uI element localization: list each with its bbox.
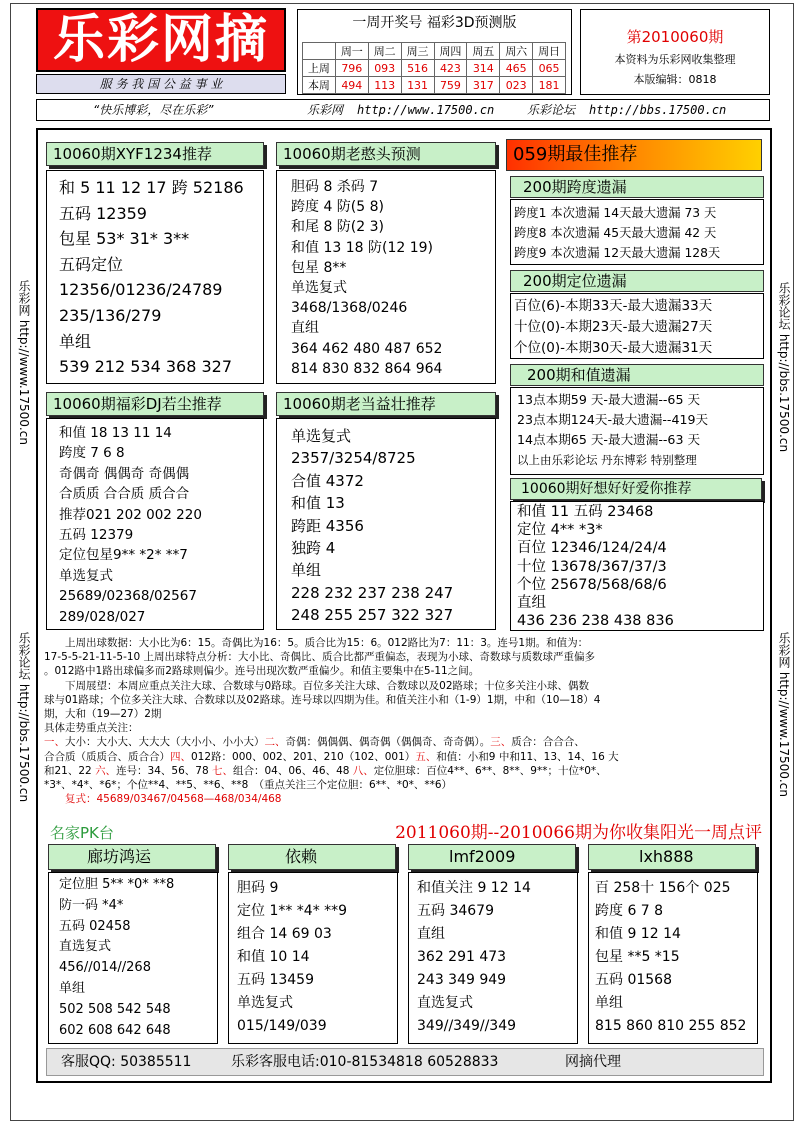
p3-panel [46,418,264,630]
side-right-bottom: 乐彩网 http://www.17500.cn [777,632,791,797]
analysis-line: 上周出球数据：大小比为6：15。奇偶比为16：5。质合比为15：6。012路比为7：11：3。连号1期。和值为： [44,637,589,649]
p1-title: 10060期XYF1234推荐 [46,142,264,166]
issue-number: 第2010060期 [626,28,724,46]
expert-3-title: lmf2009 [408,844,576,870]
analysis-mixed-line: 和21、22 六、连号：34、56、78 七、组合：04、06、46、48 八、定位胆球：百位4**、6**、8**、9**；十位*0*、 [44,764,607,777]
analysis-mixed-line: *3*、*4*、*6*；个位**4、**5、**6、**8 （重点关注三个定位胆：6**、*0*、**6） [44,779,453,792]
pos-title: 200期定位遗漏 [510,270,764,292]
pos-panel [510,293,764,359]
side-left-bottom: 乐彩论坛 http://bbs.17500.cn [17,632,31,803]
expert-4-title: lxh888 [588,844,756,870]
span-title: 200期跨度遗漏 [510,176,764,198]
analysis-line: 具体走势重点关注： [44,722,139,735]
expert-4-panel [588,872,758,1044]
sum-panel [510,387,764,475]
p3-lines: 和值 18 13 11 14 跨度 7 6 8 奇偶奇 偶偶奇 奇偶偶 合质质 合合质 质合合 推荐021 202 002 220 五码 12379 定位包星9** *2* **7 单选复式 25689/02368/02567 289/028/027 [59,425,202,625]
issue-editor: 本版编辑：0818 [633,73,717,86]
expert-1-title: 廊坊鸿运 [48,844,216,870]
expert-2-title: 依赖 [228,844,396,870]
analysis-line: 期，大和（19—27）2期 [44,708,162,721]
p5-title: 10060期好想好好爱你推荐 [510,478,762,500]
draw-title: 一周开奖号 福彩3D预测版 [352,15,517,31]
analysis-block [44,636,764,806]
p5-panel [510,501,764,631]
side-right-top: 乐彩论坛 http://bbs.17500.cn [777,282,791,453]
expert-4-lines: 百 258十 156个 025 跨度 6 7 8 和值 9 12 14 包星 **5 *15 五码 01568 单组 815 860 810 255 852 [595,880,747,1034]
analysis-line: 。012路中1路出球偏多而2路球则偏少。连号出现次数严重偏少。和值主要集中在5-11之间。 [44,665,480,678]
banner-site2-url[interactable]: http://bbs.17500.cn [589,103,727,117]
banner-site1-name[interactable]: 乐彩网 [307,103,344,117]
p1-lines: 和 5 11 12 17 跨 52186 五码 12359 包星 53* 31* 3** 五码定位 12356/01236/24789 235/136/279 单组 539 212 534 368 327 [59,178,244,377]
pk-headline: 2011060期--2010066期为你收集阳光一周点评 [395,823,762,843]
analysis-line: 17-5-5-21-11-5-10 上周出球特点分析：大小比、奇偶比、质合比都严重偏态，表现为小球、奇数球与质数球严重偏多 [44,651,596,664]
span-lines: 跨度1 本次遗漏 14天最大遗漏 73 天 跨度8 本次遗漏 45天最大遗漏 42 天 跨度9 本次遗漏 12天最大遗漏 128天 [514,206,721,260]
p2-lines: 胆码 8 杀码 7 跨度 4 防(5 8) 和尾 8 防(2 3) 和值 13 18 防(12 19) 包星 8** 单选复式 3468/1368/0246 直组 364 462 480 487 652 814 830 832 864 964 [291,179,443,377]
pos-lines: 百位(6)-本期33天-最大遗漏33天 十位(0)-本期23天-最大遗漏27天 个位(0)-本期30天-最大遗漏31天 [514,298,713,356]
side-left-top: 乐彩网 http://www.17500.cn [17,280,31,445]
p1-panel [46,170,264,384]
expert-3-panel [408,872,578,1044]
p2-title: 10060期老憨头预测 [276,142,496,166]
draw-head-row: 周一 周二 周三 周四 周五 周六 周日 [303,43,566,60]
p2-panel [276,170,496,384]
expert-1-panel [48,872,218,1044]
p3-title: 10060期福彩DJ若尘推荐 [46,392,264,416]
sum-title: 200期和值遗漏 [510,364,764,386]
banner-motto: “快乐博彩，尽在乐彩” [93,103,214,117]
banner [36,99,770,121]
expert-3-lines: 和值关注 9 12 14 五码 34679 直组 362 291 473 243 349 949 直选复式 349//349//349 [417,880,531,1034]
best-title: 059期最佳推荐 [506,139,762,171]
banner-site1-url[interactable]: http://www.17500.cn [357,103,495,117]
draw-row-last-week: 上周 796 093 516 423 314 465 065 [303,60,566,77]
sum-lines: 13点本期59 天-最大遗漏--65 天 23点本期124天-最大遗漏--419天 14点本期65 天-最大遗漏--63 天 以上由乐彩论坛 丹东博彩 特别整理 [517,392,709,467]
slogan: 服 务 我 国 公 益 事 业 [36,74,286,94]
footer-agent: 网摘代理 [565,1054,621,1070]
issue-panel [580,9,770,95]
expert-2-lines: 胆码 9 定位 1** *4* **9 组合 14 69 03 和值 10 14 五码 13459 单选复式 015/149/039 [237,880,348,1034]
logo [36,8,286,72]
span-panel [510,199,764,265]
footer-phone: 乐彩客服电话:010-81534818 60528833 [231,1054,499,1070]
draw-row-this-week: 本周 494 113 131 759 317 023 181 [303,77,566,94]
analysis-line: 下周展望：本周应重点关注大球、合数球与0路球。百位多关注大球、合数球以及02路球；十位多关注小球、偶数 [44,679,590,692]
logo-text: 乐彩网摘 [52,9,269,70]
expert-1-lines: 定位胆 5** *0* **8 防一码 *4* 五码 02458 直选复式 456//014//268 单组 502 508 542 548 602 608 642 648 [59,877,175,1038]
draw-table [302,42,566,94]
draw-results-panel [297,9,572,95]
footer-qq: 客服QQ: 50385511 [61,1054,192,1070]
p4-lines: 单选复式 2357/3254/8725 合值 4372 和值 13 跨距 4356 独跨 4 单组 228 232 237 238 247 248 255 257 322 327 [291,427,454,625]
banner-site2-name[interactable]: 乐彩论坛 [527,103,576,117]
p4-panel [276,418,496,630]
p4-title: 10060期老当益壮推荐 [276,392,496,416]
footer-bar [46,1048,764,1076]
issue-note: 本资料为乐彩网收集整理 [614,53,736,66]
analysis-line: 球与01路球；个位多关注大球、合数球以及02路球。连号球以四期为佳。和值关注小和（1-9）1期，中和（10—18）4 [44,693,601,706]
analysis-compound: 复式：45689/03467/04568—468/034/468 [44,793,282,806]
analysis-mixed-line: 一、大小：大小大、大大大（大小小、小小大）二、奇偶：偶偶偶、偶奇偶（偶偶奇、奇奇偶）。三、质合：合合合、 [44,736,585,749]
analysis-mixed-line: 合合质（质质合、质合合）四、012路：000、002、201、210（102、001）五、和值：小和9 中和11、13、14、16 大 [44,750,619,763]
expert-2-panel [228,872,398,1044]
p5-lines: 和值 11 五码 23468 定位 4** *3* 百位 12346/124/24/4 十位 13678/367/37/3 个位 25678/568/68/6 直组 436 236 238 438 836 [517,504,674,630]
pk-label: 名家PK台 [50,824,114,842]
